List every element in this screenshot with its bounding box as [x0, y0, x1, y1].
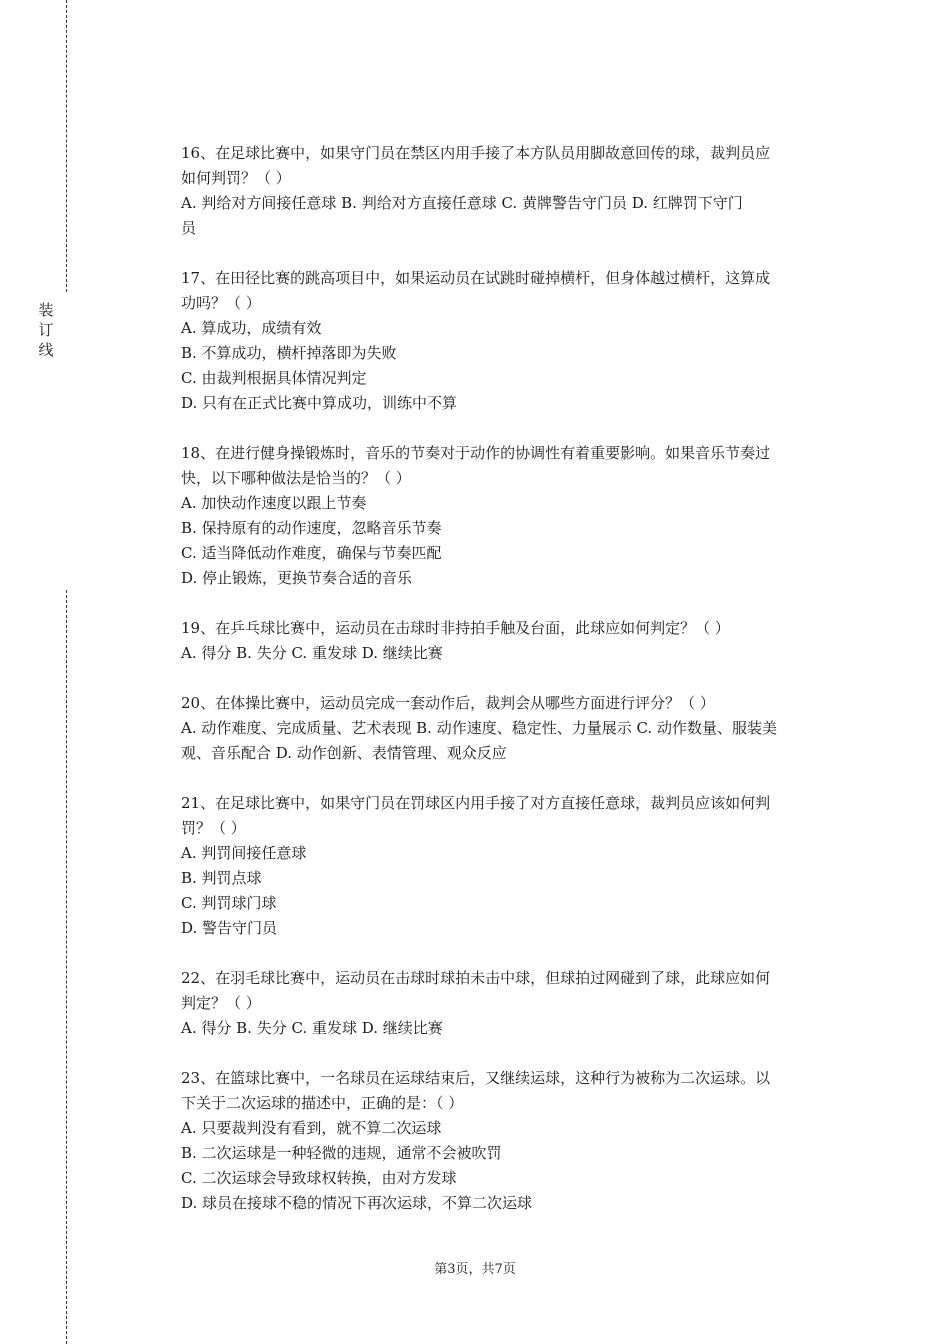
question-18-option-c: C. 适当降低动作难度，确保与节奏匹配: [181, 544, 442, 562]
question-22-options: A. 得分 B. 失分 C. 重发球 D. 继续比赛: [181, 1019, 443, 1037]
question-21: [181, 791, 841, 941]
question-17-option-d: D. 只有在正式比赛中算成功，训练中不算: [181, 394, 458, 412]
question-22-stem-cont: 判定？（ ）: [181, 994, 261, 1012]
question-17: [181, 266, 841, 416]
question-23-option-d: D. 球员在接球不稳的情况下再次运球，不算二次运球: [181, 1194, 533, 1212]
question-21-option-b: B. 判罚点球: [181, 869, 262, 887]
question-17-option-b: B. 不算成功，横杆掉落即为失败: [181, 344, 397, 362]
question-21-option-a: A. 判罚间接任意球: [181, 844, 307, 862]
question-16-stem-cont: 如何判罚？（ ）: [181, 169, 291, 187]
question-21-option-d: D. 警告守门员: [181, 919, 278, 937]
question-16-options: A. 判给对方间接任意球 B. 判给对方直接任意球 C. 黄牌警告守门员 D. 红牌罚下守门: [181, 194, 743, 212]
question-21-stem-cont: 罚？（ ）: [181, 819, 246, 837]
question-18-stem: 18、在进行健身操锻炼时，音乐的节奏对于动作的协调性有着重要影响。如果音乐节奏过: [181, 444, 771, 462]
question-19-stem: 19、在乒乓球比赛中，运动员在击球时非持拍手触及台面，此球应如何判定？（ ）: [181, 619, 730, 637]
question-17-stem-cont: 功吗？（ ）: [181, 294, 261, 312]
question-18-option-b: B. 保持原有的动作速度，忽略音乐节奏: [181, 519, 442, 537]
binding-line-top: [66, 0, 67, 292]
binding-label-char: 线: [38, 341, 54, 359]
question-23-stem: 23、在篮球比赛中，一名球员在运球结束后，又继续运球，这种行为被称为二次运球。以: [181, 1069, 771, 1087]
question-22: [181, 966, 841, 1041]
question-19-options: A. 得分 B. 失分 C. 重发球 D. 继续比赛: [181, 644, 443, 662]
question-18-option-a: A. 加快动作速度以跟上节奏: [181, 494, 367, 512]
question-18: [181, 441, 841, 591]
question-23-stem-cont: 下关于二次运球的描述中，正确的是：（ ）: [181, 1094, 464, 1112]
question-20-options: A. 动作难度、完成质量、艺术表现 B. 动作速度、稳定性、力量展示 C. 动作数量、服装美: [181, 719, 777, 737]
question-17-option-a: A. 算成功，成绩有效: [181, 319, 322, 337]
binding-label: [36, 300, 56, 360]
question-20: [181, 691, 841, 766]
binding-line-bottom: [66, 590, 67, 1344]
question-19: [181, 616, 841, 666]
question-21-option-c: C. 判罚球门球: [181, 894, 277, 912]
question-23-option-b: B. 二次运球是一种轻微的违规，通常不会被吹罚: [181, 1144, 502, 1162]
question-list: [181, 141, 841, 1241]
question-20-options-cont: 观、音乐配合 D. 动作创新、表情管理、观众反应: [181, 744, 507, 762]
question-20-stem: 20、在体操比赛中，运动员完成一套动作后，裁判会从哪些方面进行评分？（ ）: [181, 694, 715, 712]
question-18-stem-cont: 快，以下哪种做法是恰当的？（ ）: [181, 469, 411, 487]
question-18-option-d: D. 停止锻炼，更换节奏合适的音乐: [181, 569, 413, 587]
question-16-options-cont: 员: [181, 219, 197, 237]
question-23-option-a: A. 只要裁判没有看到，就不算二次运球: [181, 1119, 442, 1137]
question-16-stem: 16、在足球比赛中，如果守门员在禁区内用手接了本方队员用脚故意回传的球，裁判员应: [181, 144, 771, 162]
question-17-option-c: C. 由裁判根据具体情况判定: [181, 369, 367, 387]
question-16: [181, 141, 841, 241]
question-23-option-c: C. 二次运球会导致球权转换，由对方发球: [181, 1169, 457, 1187]
binding-label-char: 订: [38, 321, 54, 339]
question-17-stem: 17、在田径比赛的跳高项目中，如果运动员在试跳时碰掉横杆，但身体越过横杆，这算成: [181, 269, 771, 287]
binding-label-char: 装: [38, 301, 54, 319]
page-number: 第3页，共7页: [434, 1262, 516, 1277]
question-21-stem: 21、在足球比赛中，如果守门员在罚球区内用手接了对方直接任意球，裁判员应该如何判: [181, 794, 771, 812]
question-23: [181, 1066, 841, 1216]
question-22-stem: 22、在羽毛球比赛中，运动员在击球时球拍未击中球，但球拍过网碰到了球，此球应如何: [181, 969, 771, 987]
